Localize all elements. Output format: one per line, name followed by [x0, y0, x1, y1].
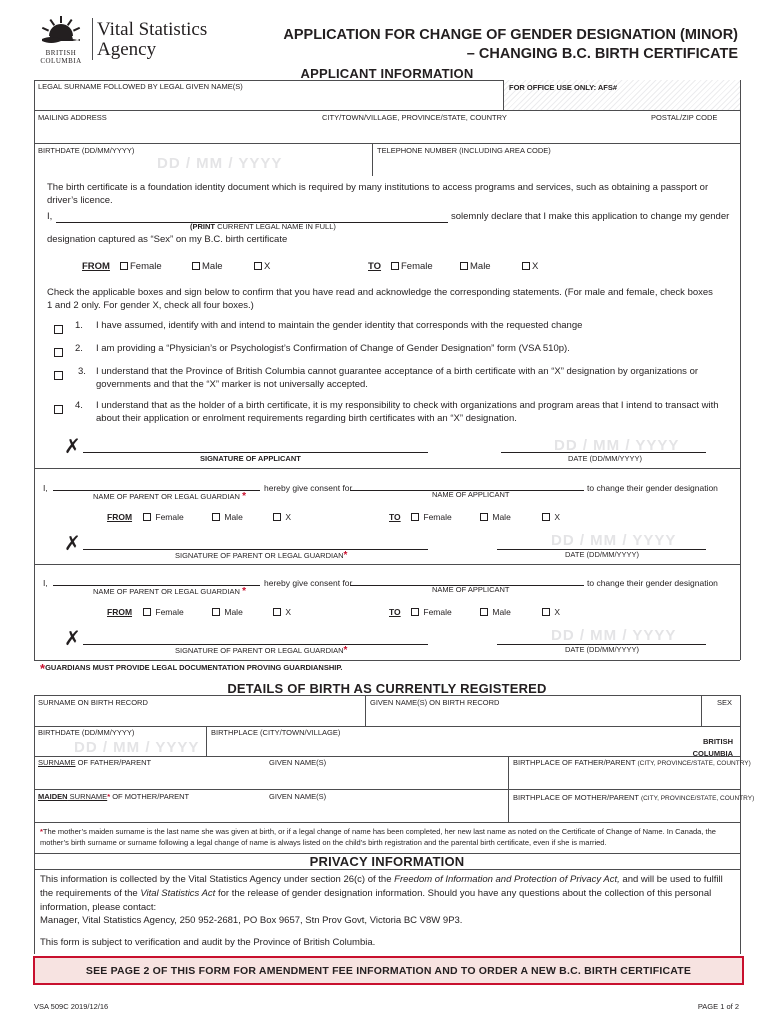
birth-birthdate-label: BIRTHDATE (DD/MM/YYYY)	[38, 728, 135, 737]
option-label: X	[554, 607, 561, 617]
statement-1-number: 1.	[75, 320, 83, 331]
guardian1-from-female[interactable]	[143, 512, 184, 523]
statement-1-checkbox[interactable]	[54, 320, 65, 338]
guardian2-from-x[interactable]	[273, 607, 291, 618]
privacy-heading: PRIVACY INFORMATION	[309, 854, 465, 869]
guardian1-to-change: to change their gender designation	[587, 483, 718, 493]
option-label: Female	[423, 512, 452, 522]
birthdate-input[interactable]: DD / MM / YYYY	[157, 155, 283, 172]
checkbox-icon	[522, 262, 530, 270]
guardian-name-label-text: NAME OF PARENT OR LEGAL GUARDIAN	[93, 492, 240, 501]
declaration-i-label: I,	[47, 211, 53, 222]
birth-sex-label: SEX	[717, 698, 733, 707]
option-label: Male	[492, 512, 511, 522]
guardian2-to-x[interactable]	[542, 607, 560, 618]
guardian-footnote-text: GUARDIANS MUST PROVIDE LEGAL DOCUMENTATION PROVING GUARDIANSHIP.	[45, 663, 343, 672]
guardian2-applicant-name-label: NAME OF APPLICANT	[432, 585, 510, 594]
option-label: X	[264, 261, 271, 272]
statement-4-number: 4.	[75, 400, 83, 411]
maiden-name-note	[40, 827, 730, 848]
page-number: PAGE 1 of 2	[697, 1002, 739, 1011]
checkbox-icon	[391, 262, 399, 270]
from-male-checkbox[interactable]	[192, 261, 223, 274]
sun-icon	[32, 14, 90, 44]
mother-maiden: MAIDEN	[38, 792, 68, 801]
city-label: CITY/TOWN/VILLAGE, PROVINCE/STATE, COUNTRY	[322, 113, 507, 122]
option-label: Male	[224, 512, 243, 522]
mother-birthplace-text: BIRTHPLACE OF MOTHER/PARENT	[513, 793, 639, 802]
required-star: *	[107, 792, 111, 801]
bc-wordmark-line1: BRITISH	[45, 49, 77, 57]
to-male-checkbox[interactable]	[460, 261, 491, 274]
postal-code-input[interactable]	[650, 124, 738, 140]
agency-name-line1: Vital Statistics	[97, 19, 208, 40]
legal-name-input[interactable]	[36, 92, 502, 108]
statement-1-text: I have assumed, identify with and intend to maintain the gender identity that corresponds with the requested change	[96, 320, 583, 331]
office-use-box	[503, 80, 740, 110]
guardian2-to-male[interactable]	[480, 607, 511, 618]
page-title-line1: APPLICATION FOR CHANGE OF GENDER DESIGNATION (MINOR)	[283, 27, 738, 43]
vital-statistics-act-name: Vital Statistics Act	[140, 888, 216, 899]
birth-birthdate-input[interactable]: DD / MM / YYYY	[74, 739, 200, 756]
option-label: Male	[224, 607, 243, 617]
checkbox-icon	[273, 608, 281, 616]
guardian2-i-label: I,	[43, 578, 48, 588]
checkbox-icon	[54, 405, 63, 414]
guardian1-from-label: FROM	[107, 512, 133, 522]
option-label: Male	[202, 261, 223, 272]
required-star: *	[242, 491, 246, 502]
statement-3-checkbox[interactable]	[54, 366, 65, 384]
guardian1-date-input[interactable]: DD / MM / YYYY	[551, 532, 677, 549]
guardian2-to-change: to change their gender designation	[587, 578, 718, 588]
applicant-signature-field[interactable]	[83, 452, 428, 453]
checkbox-icon	[143, 608, 151, 616]
option-label: Female	[130, 261, 162, 272]
checkbox-icon	[120, 262, 128, 270]
checkbox-icon	[212, 608, 220, 616]
from-x-checkbox[interactable]	[254, 261, 270, 274]
agency-name	[97, 20, 207, 60]
mailing-address-label: MAILING ADDRESS	[38, 113, 107, 122]
guardian2-from-female[interactable]	[143, 607, 184, 618]
mother-birthplace-detail: (CITY, PROVINCE/STATE, COUNTRY)	[640, 795, 755, 802]
checkbox-icon	[254, 262, 262, 270]
father-birthplace-detail: (CITY, PROVINCE/STATE, COUNTRY)	[637, 760, 751, 767]
birthplace-province-line2: COLUMBIA	[692, 749, 733, 758]
declaration-solemnly: solemnly declare that I make this application to change my gender	[451, 211, 730, 222]
from-female-checkbox[interactable]	[120, 261, 162, 274]
option-label: X	[532, 261, 539, 272]
signature-x-icon: ✗	[64, 434, 81, 458]
guardian1-to-label: TO	[389, 512, 401, 522]
guardian2-date-input[interactable]: DD / MM / YYYY	[551, 627, 677, 644]
checkbox-icon	[542, 513, 550, 521]
required-star: *	[242, 586, 246, 597]
guardian1-consent: hereby give consent for	[264, 483, 353, 493]
guardian2-to-female[interactable]	[411, 607, 452, 618]
option-label: X	[554, 512, 561, 522]
option-label: X	[285, 607, 292, 617]
checkbox-icon	[460, 262, 468, 270]
phone-label: TELEPHONE NUMBER (INCLUDING AREA CODE)	[377, 146, 551, 155]
checkbox-icon	[143, 513, 151, 521]
declaration-intro: The birth certificate is a foundation identity document which is required by many institutions to access programs and services, such as obtaining a passport or driver’s licence.	[47, 182, 709, 206]
privacy-contact: Manager, Vital Statistics Agency, 250 952-2681, PO Box 9657, Stn Prov Govt, Victoria BC V8W 9P3.	[40, 915, 463, 926]
privacy-audit-note: This form is subject to verification and audit by the Province of British Columbia.	[40, 937, 376, 948]
guardian1-from-male[interactable]	[212, 512, 243, 523]
birthdate-label: BIRTHDATE (DD/MM/YYYY)	[38, 146, 135, 155]
birthplace-province-line1: BRITISH	[703, 737, 733, 746]
agency-name-line2: Agency	[97, 39, 157, 60]
checkbox-icon	[54, 371, 63, 380]
guardian-name-label-text: NAME OF PARENT OR LEGAL GUARDIAN	[93, 587, 240, 596]
checkbox-icon	[542, 608, 550, 616]
birthplace-input[interactable]	[210, 738, 650, 754]
amendment-fee-banner	[33, 956, 744, 985]
applicant-date-input[interactable]: DD / MM / YYYY	[554, 437, 680, 454]
to-female-checkbox[interactable]	[391, 261, 433, 274]
mailing-address-input[interactable]	[36, 124, 316, 140]
option-label: Male	[470, 261, 491, 272]
mother-given-input[interactable]	[267, 802, 503, 818]
maiden-name-note-text: The mother’s maiden surname is the last name she was given at birth, or if a legal change of name has been completed, her new last name as noted on the Certificate of Change of Name. In Canada, the mother’s birth surname or surname following a legal change of name is always listed on the child’s birth registration and the parental birth certificate, even if she is married.	[40, 827, 716, 847]
checkbox-icon	[411, 608, 419, 616]
privacy-paragraph	[40, 873, 730, 915]
checkbox-icon	[192, 262, 200, 270]
to-x-checkbox[interactable]	[522, 261, 538, 274]
father-given-input[interactable]	[267, 768, 503, 784]
guardian-footnote	[40, 662, 342, 677]
guardian1-i-label: I,	[43, 483, 48, 493]
checkbox-icon	[480, 608, 488, 616]
father-given-label: GIVEN NAME(S)	[269, 758, 327, 767]
guardian1-to-female[interactable]	[411, 512, 452, 523]
mother-birthplace-input[interactable]	[511, 804, 738, 820]
birthplace-label: BIRTHPLACE (CITY/TOWN/VILLAGE)	[211, 728, 341, 737]
birth-surname-label: SURNAME ON BIRTH RECORD	[38, 698, 148, 707]
birth-surname-input[interactable]	[36, 708, 362, 724]
privacy-text-a: This information is collected by the Vital Statistics Agency under section 26(c) of the	[40, 874, 395, 885]
city-input[interactable]	[320, 124, 640, 140]
guardian2-date-label: DATE (DD/MM/YYYY)	[565, 645, 640, 654]
guardian1-date-label: DATE (DD/MM/YYYY)	[565, 550, 640, 559]
mother-surname: SURNAME	[67, 792, 108, 801]
option-label: Female	[155, 607, 184, 617]
statement-4-text: I understand that as the holder of a birth certificate, it is my responsibility to check with organizations and program areas that I intend to transact with about their application or enrolment requirements regarding birth certificates with an “X” designation.	[96, 400, 719, 424]
declaration-designation: designation captured as “Sex” on my B.C. birth certificate	[47, 234, 288, 245]
legal-name-label: LEGAL SURNAME FOLLOWED BY LEGAL GIVEN NAME(S)	[38, 82, 243, 91]
guardian1-to-x[interactable]	[542, 512, 560, 523]
required-star: *	[343, 645, 348, 656]
statement-3-number: 3.	[78, 366, 86, 377]
statement-2-text: I am providing a “Physician’s or Psychologist’s Confirmation of Change of Gender Designation” form (VSA 510p).	[96, 343, 570, 354]
mother-rest: OF MOTHER/PARENT	[110, 792, 190, 801]
print-note-bold: (PRINT	[190, 222, 215, 231]
mother-surname-label	[38, 793, 189, 802]
father-surname-rest: OF FATHER/PARENT	[75, 758, 152, 767]
check-instructions: Check the applicable boxes and sign below to confirm that you have read and acknowledge the corresponding statements. (For male and female, check boxes 1 and 2 only. For gender X, check all four boxes.)	[47, 287, 713, 311]
checkbox-icon	[411, 513, 419, 521]
father-birthplace-label	[513, 759, 751, 768]
mother-birthplace-label	[513, 794, 754, 803]
from-label: FROM	[82, 261, 110, 272]
father-birthplace-input[interactable]	[511, 768, 738, 784]
required-star: *	[40, 827, 43, 836]
guardian1-to-male[interactable]	[480, 512, 511, 523]
signature-label-text: SIGNATURE OF PARENT OR LEGAL GUARDIAN	[175, 646, 344, 655]
to-label: TO	[368, 261, 382, 272]
checkbox-icon	[54, 348, 63, 357]
father-birthplace-text: BIRTHPLACE OF FATHER/PARENT	[513, 758, 636, 767]
birth-heading: DETAILS OF BIRTH AS CURRENTLY REGISTERED	[227, 681, 547, 696]
applicant-signature-label: SIGNATURE OF APPLICANT	[200, 454, 301, 463]
applicant-heading: APPLICANT INFORMATION	[300, 66, 474, 81]
guardian1-applicant-name-label: NAME OF APPLICANT	[432, 490, 510, 499]
mother-given-label: GIVEN NAME(S)	[269, 792, 327, 801]
privacy-text-b: and will be used to fulfill the requirements of the	[40, 874, 723, 899]
privacy-text-c: for the release of gender designation information. Should you have any questions about the collection of this personal information, please contact:	[40, 888, 712, 913]
option-label: Female	[155, 512, 184, 522]
checkbox-icon	[480, 513, 488, 521]
page-title-line2: – CHANGING B.C. BIRTH CERTIFICATE	[466, 46, 738, 62]
birth-given-label: GIVEN NAME(S) ON BIRTH RECORD	[370, 698, 500, 707]
checkbox-icon	[54, 325, 63, 334]
statement-4-checkbox[interactable]	[54, 400, 65, 418]
form-id: VSA 509C 2019/12/16	[34, 1002, 109, 1011]
option-label: X	[285, 512, 292, 522]
mother-surname-input[interactable]	[36, 802, 262, 818]
father-surname-label	[38, 759, 151, 768]
checkbox-icon	[273, 513, 281, 521]
bc-logo	[32, 14, 90, 65]
page-title	[283, 26, 738, 64]
signature-x-icon: ✗	[64, 531, 81, 555]
statement-2-checkbox[interactable]	[54, 343, 65, 361]
signature-label-text: SIGNATURE OF PARENT OR LEGAL GUARDIAN	[175, 551, 344, 560]
guardian1-name-label	[93, 491, 246, 503]
option-label: Female	[423, 607, 452, 617]
office-use-label: FOR OFFICE USE ONLY: AFS#	[509, 83, 618, 92]
print-note	[190, 223, 336, 232]
required-star: *	[40, 661, 46, 676]
statement-3-text: I understand that the Province of British Columbia cannot guarantee acceptance of a birth certificate with an “X” designation by organizations or governments and that the “X” marker is not universally accepted.	[96, 366, 699, 390]
father-surname-input[interactable]	[36, 768, 262, 784]
amendment-fee-banner-text: SEE PAGE 2 OF THIS FORM FOR AMENDMENT FEE INFORMATION AND TO ORDER A NEW B.C. BIRTH CERTIFICATE	[85, 964, 692, 977]
guardian2-signature-label	[175, 645, 347, 657]
signature-x-icon: ✗	[64, 626, 81, 650]
postal-code-label: POSTAL/ZIP CODE	[651, 113, 718, 122]
guardian2-from-male[interactable]	[212, 607, 243, 618]
statement-2-number: 2.	[75, 343, 83, 354]
phone-input[interactable]	[376, 157, 736, 173]
foippa-act-name: Freedom of Information and Protection of Privacy Act,	[394, 874, 620, 885]
guardian2-consent: hereby give consent for	[264, 578, 353, 588]
guardian1-from-x[interactable]	[273, 512, 291, 523]
guardian1-signature-label	[175, 550, 347, 562]
birth-given-input[interactable]	[368, 708, 698, 724]
required-star: *	[343, 550, 348, 561]
print-note-rest: CURRENT LEGAL NAME IN FULL)	[217, 222, 336, 231]
guardian2-from-label: FROM	[107, 607, 133, 617]
applicant-date-label: DATE (DD/MM/YYYY)	[568, 454, 643, 463]
option-label: Male	[492, 607, 511, 617]
father-surname-underlined: SURNAME	[38, 758, 76, 767]
option-label: Female	[401, 261, 433, 272]
bc-wordmark-line2: COLUMBIA	[40, 57, 82, 65]
guardian2-to-label: TO	[389, 607, 401, 617]
guardian2-name-label	[93, 586, 246, 598]
checkbox-icon	[212, 513, 220, 521]
logo-divider	[92, 18, 93, 60]
